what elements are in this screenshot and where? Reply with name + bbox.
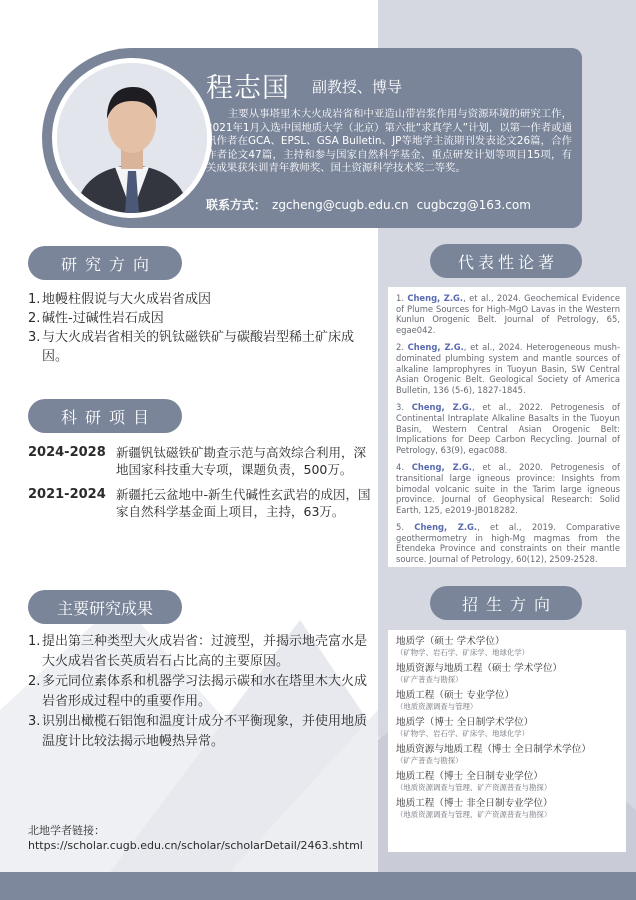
bio-text: 主要从事塔里木大火成岩省和中亚造山带岩浆作用与资源环境的研究工作，2021年1月入选中国地质大学（北京）第六批“求真学人”计划，以第一作者或通讯作者在GCA、EPSL、GSA Bulletin、JP等地学主流期刊发表论文26篇，合作作者论文47篇，主持和参与国家自然科学基金、重点研发计划等项目15项，有关成果获朱训青年教师奖、国土资源科学技术奖二等奖。 <box>206 108 572 175</box>
list-item <box>28 672 368 712</box>
paper-author: Cheng, Z.G. <box>414 522 478 533</box>
email-primary[interactable]: zgcheng@cugb.edu.cn <box>272 198 409 212</box>
paper-author: Cheng, Z.G. <box>411 402 472 413</box>
paper-citation: , et al., 2024. Heterogeneous mush-dominated plumbing system and mantle sources of alkaline lamprophyres in Tuoyun Basin, SW Central Asian Orogenic Belt. Geological Society of America Bulletin, 136 (5-6), 1827-1845. <box>396 342 620 395</box>
person-name: 程志国 <box>206 73 290 104</box>
paper-number: 3. <box>396 402 404 413</box>
paper-author: Cheng, Z.G. <box>407 293 464 303</box>
admission-fields: （地质资源调查与管理、矿产资源普查与勘探） <box>396 783 552 792</box>
paper-item <box>396 402 620 455</box>
paper-number: 2. <box>396 342 404 353</box>
paper-number: 1. <box>396 293 404 303</box>
admission-item <box>396 663 620 685</box>
bottom-bar <box>0 872 636 900</box>
list-item <box>28 309 373 328</box>
admission-fields: （矿产普查与勘探） <box>396 675 463 684</box>
paper-number: 5. <box>396 522 404 533</box>
item-number: 1. <box>28 292 41 307</box>
research-heading: 研究方向 <box>28 246 182 280</box>
paper-citation: , et al., 2022. Petrogenesis of Continental Intraplate Alkaline Basalts in the Tuoyun Basin, Western Central Asian Orogenic Belt: Implications for Deep Carbon Recycling. Journal of Petrology, 63(9), egac088. <box>396 402 620 455</box>
project-description: 新疆钒钛磁铁矿勘查示范与高效综合利用，深地国家科技重大专项，课题负责，500万。 <box>116 445 367 477</box>
papers-list <box>388 287 626 567</box>
paper-citation: , et al., 2019. Comparative geothermometry in high-Mg magmas from the Etendeka Province and constraints on their mantle source. Journal of Petrology, 60(12), 2509-2528. <box>396 522 620 565</box>
item-text: 提出第三种类型大火成岩省：过渡型，并揭示地壳富水是大火成岩省长英质岩石占比高的主要原因。 <box>42 634 368 669</box>
papers-heading: 代表性论著 <box>430 244 582 278</box>
paper-number: 4. <box>396 462 404 473</box>
admission-fields: （地质资源调查与管理） <box>396 702 478 711</box>
item-number: 2. <box>28 674 41 689</box>
projects-heading: 科研项目 <box>28 399 182 433</box>
admission-fields: （矿产普查与勘探） <box>396 756 463 765</box>
results-list <box>28 632 368 752</box>
project-item <box>28 486 373 520</box>
paper-author: Cheng, Z.G. <box>411 462 472 473</box>
results-heading: 主要研究成果 <box>28 590 182 624</box>
admission-fields: （矿物学、岩石学、矿床学、地球化学） <box>396 648 530 657</box>
paper-item <box>396 522 620 564</box>
admission-heading: 招生方向 <box>430 586 582 620</box>
item-text: 地幔柱假说与大火成岩省成因 <box>42 292 212 307</box>
contact-label: 联系方式： <box>206 198 267 212</box>
admission-major: 地质学（硕士 学术学位） <box>396 636 505 647</box>
item-text: 识别出橄榄石铝饱和温度计成分不平衡现象，并使用地质温度计比较法揭示地幔热异常。 <box>42 714 368 749</box>
admission-item <box>396 771 620 793</box>
paper-citation: , et al., 2024. Geochemical Evidence of Plume Sources for High-MgO Lavas in the Western Kunlun Orogenic Belt. Journal of Petrology, 65, egae042. <box>396 293 620 335</box>
contact-line <box>206 196 531 213</box>
project-years: 2021-2024 <box>28 487 106 502</box>
admission-item <box>396 690 620 712</box>
email-secondary[interactable]: cugbczg@163.com <box>416 198 531 212</box>
admission-fields: （矿物学、岩石学、矿床学、地球化学） <box>396 729 530 738</box>
paper-author: Cheng, Z.G. <box>407 342 464 353</box>
admission-major: 地质工程（硕士 专业学位） <box>396 690 515 701</box>
admission-major: 地质资源与地质工程（硕士 学术学位） <box>396 663 563 674</box>
profile-photo <box>52 58 212 218</box>
project-item <box>28 444 373 478</box>
admission-item <box>396 798 620 820</box>
paper-item <box>396 342 620 395</box>
list-item <box>28 632 368 672</box>
item-text: 多元同位素体系和机器学习法揭示碳和水在塔里木大火成岩省形成过程中的重要作用。 <box>42 674 368 709</box>
paper-citation: , et al., 2020. Petrogenesis of transitional large igneous province: Insights from bimodal volcanic suite in the Tarim large igneous province. Journal of Geophysical Research: Solid Earth, 125, e2019-JB018282. <box>396 462 620 515</box>
admission-major: 地质资源与地质工程（博士 全日制学术学位） <box>396 744 591 755</box>
admission-fields: （地质资源调查与管理、矿产资源普查与勘探） <box>396 810 552 819</box>
admission-list <box>388 630 626 852</box>
item-number: 3. <box>28 714 41 729</box>
item-number: 1. <box>28 634 41 649</box>
project-description: 新疆托云盆地中-新生代碱性玄武岩的成因，国家自然科学基金面上项目，主持，63万。 <box>116 487 371 519</box>
admission-item <box>396 717 620 739</box>
item-text: 碱性-过碱性岩石成因 <box>42 311 164 326</box>
item-number: 3. <box>28 330 41 345</box>
list-item <box>28 290 373 309</box>
research-list <box>28 290 373 366</box>
project-years: 2024-2028 <box>28 445 106 460</box>
item-number: 2. <box>28 311 41 326</box>
item-text: 与大火成岩省相关的钒钛磁铁矿与碳酸岩型稀土矿床成因。 <box>42 330 355 364</box>
paper-item <box>396 293 620 335</box>
admission-major: 地质工程（博士 非全日制专业学位） <box>396 798 553 809</box>
scholar-link-label: 北地学者链接： <box>28 824 105 837</box>
list-item <box>28 328 373 366</box>
admission-major: 地质学（博士 全日制学术学位） <box>396 717 534 728</box>
admission-item <box>396 636 620 658</box>
person-title: 副教授、博导 <box>312 78 403 96</box>
admission-item <box>396 744 620 766</box>
scholar-link[interactable]: https://scholar.cugb.edu.cn/scholar/scholarDetail/2463.shtml <box>28 839 363 852</box>
admission-major: 地质工程（博士 全日制专业学位） <box>396 771 543 782</box>
paper-item <box>396 462 620 515</box>
list-item <box>28 712 368 752</box>
